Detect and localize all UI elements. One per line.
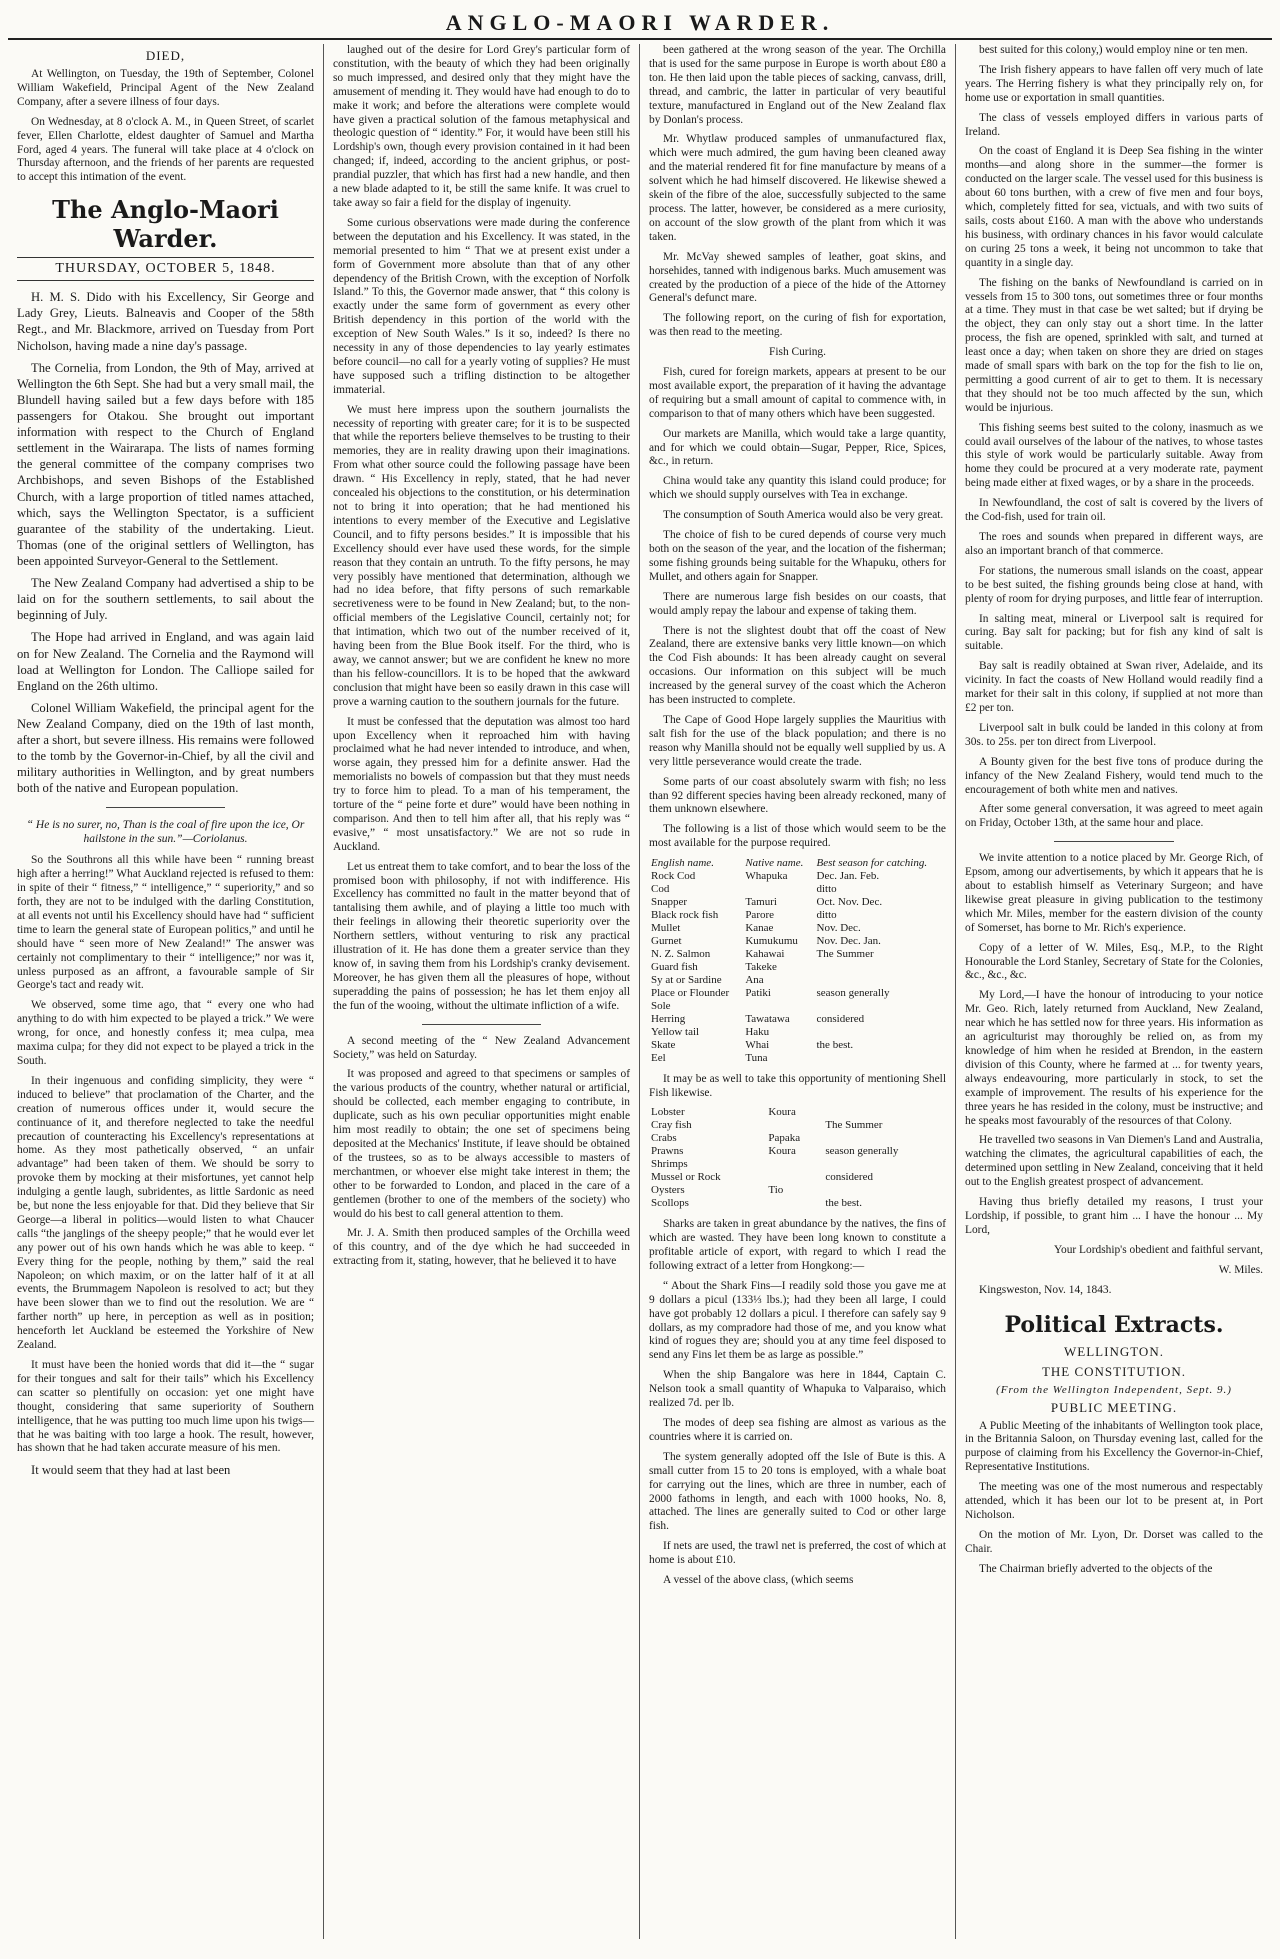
wellington-heading: WELLINGTON. [1064, 1343, 1164, 1359]
article-paragraph: There is not the slightest doubt that off the coast of New Zealand, there are extensive banks very little known—on which the Cod Fish abounds: It has been already caught on several occasions. Our information on this subject will be much increased by the general survey of the coast which the Acheron has been instructed to complete. [649, 624, 946, 707]
editorial [17, 854, 314, 1456]
table-cell: Koura [768, 1106, 796, 1119]
article-paragraph: A Public Meeting of the inhabitants of Wellington took place, in the Britannia Saloon, on Thursday evening last, called for the purpose of claiming from his Excellency the Governor-in-Chief, Representative Institutions. [965, 1419, 1263, 1474]
article-paragraph: The following is a list of those which would seem to be the most available for the purpose required. [649, 823, 946, 850]
article-paragraph: The system generally adopted off the Isle of Bute is this. A small cutter from 15 to 20 tons is employed, with a whale boat for carrying out the lines, which are three in number, each of 2000 fathoms in length, and each with 1000 hooks, No. 8, attached. The lines are generally suited to Cod or other large fish. [649, 1450, 946, 1533]
table-row [649, 948, 946, 961]
table-cell: Guard fish [651, 960, 698, 973]
table-row [649, 1000, 946, 1013]
table-cell: Cod [651, 883, 670, 896]
article-paragraph: The Hope had arrived in England, and was again laid on for New Zealand. The Cornelia and the Raymond will load at Wellington for London. The Calliope sailed for England on the 26th ultimo. [17, 630, 314, 693]
column-header: English name. [651, 857, 714, 870]
article-paragraph: Mr. Whytlaw produced samples of unmanufactured flax, which were much admired, the gum having been cleaned away and the material rendered fit for fine manufacture by means of a solvent which he had himself discovered. He likewise shewed a skein of the fibre of the aloe, successfully subjected to the same process. The latter, however, be considered as a mere curiosity, on account of the slow growth of the plant from which it was taken. [649, 133, 946, 243]
signature-name: W. Miles. [1218, 1263, 1263, 1276]
table-row [649, 935, 946, 948]
table-row [649, 1184, 946, 1197]
source-note: (From the Wellington Independent, Sept. 9.) [996, 1383, 1232, 1396]
political-extracts-heading: Political Extracts. [1004, 1311, 1224, 1338]
table-cell: Gurnet [651, 934, 682, 947]
article-paragraph: The roes and sounds when prepared in different ways, are also an important branch of that commerce. [965, 531, 1263, 557]
died-notice: On Wednesday, at 8 o'clock A. M., in Queen Street, of scarlet fever, Ellen Charlotte, eldest daughter of Samuel and Martha Ford, aged 4 years. The funeral will take place at 4 o'clock on Thursday afternoon, and the friends of her parents are requested to accept this intimation of the event. [17, 115, 314, 184]
table-cell: Tio [768, 1184, 784, 1197]
article-paragraph: It was proposed and agreed to that specimens or samples of the various products of the country, whether natural or artificial, should be collected, each member engaging to contribute, in duplicate, such as his own peculiar opportunities might enable him most readily to obtain; the one set of specimens being deposited at the Mechanics' Institute, if leave should be obtained of the trustees, so as to be always accessible to masters of merchantmen, or whoever else might take interest in them; the other to be forwarded to London, and placed in the care of a gentlemen (brother to one of the members of the society) who would do his best to call general attention to them. [333, 1068, 630, 1220]
table-row [649, 1039, 946, 1052]
table-cell [815, 1052, 947, 1065]
table-row [649, 1171, 946, 1184]
table-cell: Black rock fish [651, 909, 719, 921]
table-cell [766, 1171, 823, 1184]
article-paragraph: laughed out of the desire for Lord Grey's particular form of constitution, with the beauty of which they had been originally so much impressed, and desired only that they might have the amusement of mending it. They would have had enough to do to make it work; and before the alterations were complete would have given a practical solution of the famous metaphysical and theologic question of “ identity.” For, it would have been still his Lordship's own, though every provision contained in it had been changed; if, indeed, according to the ancient griphus, or post-prandial puzzler, that which has first had a new handle, and then a new blade adapted to it, be still the same knife. It was cruel to take away so fair a field for the display of ingenuity. [333, 44, 630, 209]
issue-date: THURSDAY, OCTOBER 5, 1848. [17, 257, 314, 281]
table-cell: Place or Flounder [651, 986, 730, 999]
table-cell: Parore [745, 909, 775, 921]
article-paragraph: A second meeting of the “ New Zealand Advancement Society,” was held on Saturday. [333, 1034, 630, 1061]
divider [422, 1024, 541, 1025]
masthead [8, 8, 1272, 40]
article-paragraph: Our markets are Manilla, which would take a large quantity, and for which we could obtain—Sugar, Pepper, Rice, Spices, &c., in return. [649, 427, 946, 468]
table-cell: Snapper [651, 896, 688, 909]
article-paragraph: The meeting was one of the most numerous and respectably attended, which it has been our lot to be present at, in Port Nicholson. [965, 1481, 1263, 1521]
table-cell: Rock Cod [651, 870, 696, 883]
table-row [649, 1119, 946, 1132]
table-cell: Cray fish [651, 1119, 692, 1132]
table-cell [766, 1119, 823, 1132]
table-cell: ditto [816, 909, 837, 921]
table-cell: Nov. Dec. [816, 921, 861, 934]
columns [8, 44, 1272, 1939]
table-cell: Lobster [651, 1106, 685, 1119]
article-paragraph: He travelled two seasons in Van Diemen's Land and Australia, watching the climates, the agricultural capabilities of each, the determined upon settling in New Zealand, conceiving that it held out to the English greatest prospect of advancement. [965, 1134, 1263, 1189]
table-cell: Kumukumu [745, 934, 798, 947]
column-header: Best season for catching. [816, 857, 928, 870]
public-meeting-heading: PUBLIC MEETING. [1050, 1399, 1178, 1415]
table-cell: Dec. Jan. Feb. [816, 870, 880, 883]
table-cell: Oct. Nov. Dec. [816, 896, 883, 909]
article-paragraph: So the Southrons all this while have been “ running breast high after a herring!” What Auckland rejected is refused to them: in spite of their “ fitness,” “ intelligence,” “ superiority,” and so forth, they are not to be indulged with the darling Constitution, at all events not until his Excellency should have had “ sufficient time to learn the general state of European politics,” and until he should have “ seen more of New Zealand!” The answer was certainly not complimentary to their “ intelligence;” nor was it, unless purposed as an affront, a favourable sample of Sir George's tact and ready wit. [17, 854, 314, 992]
table-cell: Prawns [651, 1145, 684, 1158]
table-cell: Whai [745, 1038, 770, 1051]
newspaper-flag: The Anglo-Maori Warder. [52, 195, 279, 254]
article-paragraph: best suited for this colony,) would employ nine or ten men. [979, 44, 1248, 56]
table-cell: Crabs [651, 1132, 677, 1145]
article-paragraph: Bay salt is readily obtained at Swan river, Adelaide, and its vicinity. In fact the coasts of New Holland would readily find a market for their salt in this colony, if supplied at not more than £2 per ton. [965, 660, 1263, 714]
article-paragraph: The New Zealand Company had advertised a ship to be laid on for the southern settlements, to sail about the beginning of July. [17, 576, 314, 623]
table-row [649, 1026, 946, 1039]
article-paragraph: On the motion of Mr. Lyon, Dr. Dorset was called to the Chair. [965, 1528, 1263, 1555]
table-cell: Papaka [768, 1132, 801, 1145]
article-paragraph: In their ingenuous and confiding simplicity, they were “ induced to believe” that proclamation of the Charter, and the creation of numerous offices under it, would secure the continuance of it, and therefore neglected to take the needful precaution of counteracting his Excellency's representations at home. As they most pathetically observed, “ an unfair advantage” had been taken of them. We should be sorry to provoke them by mocking at their misfortunes, yet cannot help indulging a gentle laugh, subridentes, as little Sardonic as need be, but none the less enjoyable for that. Did they believe that Sir George—a liberal in politics—would listen to what Chaucer calls “the janglings of the sheepy people;” that he would ever let any power out of his own hands which he was able to keep. “ Every thing for the people, nothing by them,” said the real Napoleon; on which maxim, or on the latter half of it at all events, the Brummagem Napoleon is resolved to act; but they have been slower than we to find out the resolution. We are “ farther north” up here, in perception as well as in position; henceforth let Auckland be esteemed the Yorkshire of New Zealand. [17, 1074, 314, 1352]
article-paragraph: The class of vessels employed differs in various parts of Ireland. [965, 111, 1263, 138]
table-cell: the best. [816, 1038, 854, 1051]
table-cell: Kanae [745, 921, 774, 934]
died-notices [17, 68, 314, 185]
article-paragraph: It must have been the honied words that did it—the “ sugar for their tongues and salt for their tails” which his Excellency can scatter so plentifully on occasion: yet one might have thought, considering that same superiority of Southern intelligence, that he was putting too much lime upon his twigs—that he was baiting with too large a hook. The result, however, has shown that he had taken accurate measure of his men. [17, 1359, 314, 1455]
table-cell [743, 883, 814, 896]
table-row [649, 1145, 946, 1158]
article-paragraph: The following report, on the curing of fish for exportation, was then read to the meeting. [649, 312, 946, 339]
died-notice: At Wellington, on Tuesday, the 19th of September, Colonel William Wakefield, Principal Agent of the New Zealand Company, after a severe illness of four days. [17, 68, 314, 108]
article-paragraph: A Bounty given for the best five tons of produce during the infancy of the New Zealand Fishery, would tend much to the encouragement of both white men and natives. [965, 755, 1263, 796]
table-cell: Sole [651, 999, 671, 1012]
table-cell [815, 974, 947, 987]
table-row [649, 1052, 946, 1065]
table-row [649, 896, 946, 909]
article-paragraph: It would seem that they had at last been [31, 1463, 231, 1478]
table-row [649, 1013, 946, 1026]
article-paragraph: The Cape of Good Hope largely supplies the Mauritius with salt fish for the use of the black population; and there is no reason why Manilla should not be equally well supplied by us. A very little perseverance would create the trade. [649, 713, 946, 768]
article-paragraph: “ About the Shark Fins—I readily sold those you gave me at 9 dollars a picul (133⅓ lbs.); had they been all large, I could have got probably 12 dollars a picul. I therefore can safely say 9 dollars, as my compradore had those of me, and you know what kind of rogues they are; should you at any time feel disposed to send any Fins let them be as large as possible.” [649, 1279, 946, 1362]
article-paragraph: Mr. McVay shewed samples of leather, goat skins, and horsehides, tanned with indigenous barks. Much amusement was created by the production of a piece of the hide of the Attorney General's defunct mare. [649, 250, 946, 305]
table-cell: Yellow tail [651, 1025, 700, 1038]
table-cell: Shrimps [651, 1158, 688, 1171]
article-paragraph: Liverpool salt in bulk could be landed in this colony at from 30s. to 25s. per ton direct from Liverpool. [965, 721, 1263, 748]
table-cell: Mussel or Rock [651, 1171, 721, 1184]
table-cell: Tuna [745, 1051, 768, 1064]
article-paragraph: When the ship Bangalore was here in 1844, Captain C. Nelson took a small quantity of Whapuka to Valparaiso, which realized 7d. per lb. [649, 1369, 946, 1410]
table-cell: The Summer [816, 947, 874, 960]
shellfish-table [649, 1106, 946, 1210]
table-cell [823, 1184, 946, 1197]
table-row [649, 1106, 946, 1119]
letter-dateline: Kingsweston, Nov. 14, 1843. [979, 1283, 1112, 1296]
fish-table-header [649, 857, 946, 870]
table-row [649, 987, 946, 1000]
article-paragraph: The consumption of South America would also be very great. [663, 509, 944, 522]
column-3 [640, 44, 956, 1939]
table-cell: season generally [825, 1145, 899, 1158]
table-cell: Tamuri [745, 896, 777, 909]
table-cell: Koura [768, 1145, 796, 1158]
table-cell: N. Z. Salmon [651, 947, 711, 960]
article-paragraph: The Irish fishery appears to have fallen off very much of late years. The Herring fishery is what they principally rely on, for home use or exportation in small quantities. [965, 63, 1263, 104]
table-row [649, 909, 946, 922]
constitution-heading: THE CONSTITUTION. [1041, 1363, 1187, 1379]
column-header: Native name. [745, 857, 804, 870]
table-row [649, 961, 946, 974]
column-4 [956, 44, 1272, 1939]
article-paragraph: There are numerous large fish besides on our coasts, that would amply repay the labour and expense of taking them. [649, 590, 946, 617]
table-cell: Patiki [745, 986, 771, 999]
table-cell [743, 1000, 814, 1013]
table-cell: Sy at or Sardine [651, 973, 722, 986]
article-paragraph: It must be confessed that the deputation was almost too hard upon Excellency when it reproached him with having proclaimed what he had never intended to introduce, and when, worse again, they pressed him for a definite answer. Had the memorialists no bowels of compassion but that they must needs try to force him to plead. To a man of his temperament, the torture of the “ peine forte et dure” would have been nothing in comparison. And then to tell him after all, that his reply was “ evasive,” “ most unsatisfactory.” We are not so rude in Auckland. [333, 715, 630, 853]
table-cell: Skate [651, 1038, 676, 1051]
article-paragraph: The fishing on the banks of Newfoundland is carried on in vessels from 15 to 300 tons, out sometimes three or four months at a time. They must in that case be wet salted; but if drying be the object, they can only stay out a short time. In the latter process, the fish are opened, sprinkled with salt, and turned at least once a day; when taken on shore they are dried on stages made of small spars with bark on the top for the fish to lie on, permitting a good current of air to get to them. It is necessary that they should not be too much affected by the sun, which would be injurious. [965, 276, 1263, 414]
article-paragraph: Sharks are taken in great abundance by the natives, the fins of which are wasted. They have been long known to constitute a profitable article of export, with regard to which I read the following extract of a letter from Hongkong:— [649, 1218, 946, 1272]
article-paragraph: Some parts of our coast absolutely swarm with fish; no less than 92 different species having been already reckoned, many of them unknown elsewhere. [649, 775, 946, 816]
article-paragraph: Having thus briefly detailed my reasons, I trust your Lordship, if possible, to grant him ... I have the honour ... My Lord, [965, 1196, 1263, 1236]
table-row [649, 922, 946, 935]
table-cell: Haku [745, 1025, 770, 1038]
article-paragraph: Colonel William Wakefield, the principal agent for the New Zealand Company, died on the 19th of last month, after a short, but severe illness. His remains were followed to the tomb by the Governor-in-Chief, by all the civil and military authorities in Wellington, and by great numbers both of the native and European population. [17, 700, 314, 796]
fish-curing-heading: Fish Curing. [769, 346, 826, 359]
table-cell [823, 1106, 946, 1119]
died-heading: DIED, [145, 48, 186, 63]
article-paragraph: After some general conversation, it was agreed to meet again on Friday, October 13th, at the same hour and place. [965, 803, 1263, 830]
signature-line: Your Lordship's obedient and faithful servant, [1053, 1243, 1263, 1256]
table-cell [815, 1026, 947, 1039]
article-paragraph: My Lord,—I have the honour of introducing to your notice Mr. Geo. Rich, lately returned from Auckland, New Zealand, near which he has settled now for three years. His information as an agriculturist may thoroughly be relied on, as from my knowledge of him when he resided at Brendon, in the eastern division of this County, where he farmed at ... for twenty years, always endeavouring, more particularly in stock, to set the example of improvement. The results of his experience for the three years he has resided in the colony, must be instructive; and he speaks most favourably of the resources of that Colony. [965, 989, 1263, 1127]
article-paragraph: The Chairman briefly adverted to the objects of the [979, 1562, 1213, 1575]
article-paragraph: On the coast of England it is Deep Sea fishing in the winter months—and along shore in the summer—the former is conducted on the larger scale. The vessel used for this business is about 60 tons burthen, with a crew of five men and four boys, which, completely fitted for sea, victuals, and with two suits of sails, costs about £160. A man with the above who understands his business, with ordinary chances in his favor would calculate on curing 25 tons a week, it being not uncommon to take that quantity in a single day. [965, 145, 1263, 269]
table-cell: Ana [745, 973, 764, 986]
table-cell: season generally [816, 986, 890, 999]
column-1 [8, 44, 324, 1939]
article-paragraph: been gathered at the wrong season of the year. The Orchilla that is used for the same purpose in Europe is worth about £80 a ton. He then laid upon the table pieces of sacking, canvass, drill, thread, and cambric, the latter in particular of very beautiful texture, manufactured in England out of the New Zealand flax by Donlan's process. [649, 44, 946, 126]
table-cell [823, 1132, 946, 1145]
table-cell: Mullet [651, 921, 681, 934]
table-cell: Oysters [651, 1184, 685, 1197]
table-row [649, 1132, 946, 1145]
divider [1054, 841, 1173, 842]
article-paragraph: H. M. S. Dido with his Excellency, Sir George and Lady Grey, Lieuts. Balneavis and Cooper of the 58th Regt., and Mr. Blackmore, arrived on Tuesday from Port Nicholson, having made a nine day's passage. [17, 290, 314, 353]
article-paragraph: Let us entreat them to take comfort, and to bear the loss of the promised boon with philosophy, if not with indifference. His Excellency has committed no fault in the matter beyond that of tantalising them awhile, and of playing a little too much with their feelings in allowing their theoretic superiority over the Northern settlers, without venturing to risk any practical illustration of it. He has done them a greater service than they know of, in saving them from his Lordship's cranky devisement. Moreover, he has given them all the pleasures of hope, without superadding the pains of possession; he has let them enjoy all the fun of the wooing, without the ultimate infliction of a wife. [333, 860, 630, 1012]
article-paragraph: In salting meat, mineral or Liverpool salt is required for curing. Bay salt for packing; but for fish any kind of salt is suitable. [965, 612, 1263, 653]
table-cell: Kahawai [745, 947, 785, 960]
table-cell: ditto [816, 883, 837, 896]
table-cell: considered [825, 1171, 873, 1184]
table-row [649, 883, 946, 896]
article-paragraph: A vessel of the above class, (which seems [663, 1574, 854, 1587]
article-paragraph: The Cornelia, from London, the 9th of May, arrived at Wellington the 6th Sept. She had but a very small mail, the Blundell having sailed but a few days before with 185 passengers for Otakou. She brought out important information with respect to the Church of England settlement in the Wairarapa. The lists of names forming the general committee of the company comprises two Archbishops, and seven Bishops of the Established Church, with a large proportion of titled names attached, which, says the Wellington Spectator, is a sufficient guarantee of the stability of the undertaking. Lieut. Thomas (one of the original settlers of Wellington, has been appointed Surveyor-General to the Settlement. [17, 360, 314, 568]
article-paragraph: The choice of fish to be cured depends of course very much both on the season of the year, and the location of the fisherman; some fishing grounds being suitable for the Whapuku, others for Mullet, and others again for Snapper. [649, 529, 946, 583]
table-cell: Takeke [745, 960, 777, 973]
table-cell [815, 961, 947, 974]
table-cell [823, 1158, 946, 1171]
article-paragraph: If nets are used, the trawl net is preferred, the cost of which at home is about £10. [649, 1540, 946, 1567]
table-cell: The Summer [825, 1119, 883, 1132]
article-paragraph: We observed, some time ago, that “ every one who had anything to do with him expected to be played a trick.” We were wrong, for once, and honestly confess it; mea culpa, mea maxima culpa; for they did not expect to be played a trick in the South. [17, 999, 314, 1067]
table-cell: Eel [651, 1051, 666, 1064]
table-row [649, 974, 946, 987]
table-cell: Tawatawa [745, 1012, 790, 1025]
letter-heading: Copy of a letter of W. Miles, Esq., M.P., to the Right Honourable the Lord Stanley, Secretary of State for the Colonies, &c., &c., &c. [965, 941, 1263, 982]
table-cell [766, 1158, 823, 1171]
article-paragraph: For stations, the numerous small islands on the coast, appear to be best suited, the fishing grounds being close at hand, with plenty of room for drying purposes, and little fear of interruption. [965, 564, 1263, 605]
divider [106, 807, 225, 808]
fish-table [649, 857, 946, 1065]
article-paragraph: Mr. J. A. Smith then produced samples of the Orchilla weed of this country, and of the dye which he had succeeded in extracting from it, stating, however, that he believed it to have [333, 1227, 630, 1268]
table-cell: Scollops [651, 1197, 689, 1210]
column-2 [324, 44, 640, 1939]
table-row [649, 1158, 946, 1171]
article-paragraph: The modes of deep sea fishing are almost as various as the countries where it is carried on. [649, 1416, 946, 1443]
table-row [649, 870, 946, 883]
article-paragraph: We invite attention to a notice placed by Mr. George Rich, of Epsom, among our advertisements, by which it appears that he is about to establish himself as Veterinary Surgeon; and have likewise great pleasure in giving publication to the testimony which Mr. Miles, member for the eastern division of the county of Somerset, has borne to Mr. Rich's experience. [965, 852, 1263, 934]
article-paragraph: It may be as well to take this opportunity of mentioning Shell Fish likewise. [649, 1072, 946, 1099]
table-cell: the best. [825, 1197, 862, 1210]
newspaper-page [8, 8, 1272, 1943]
table-row [649, 1197, 946, 1210]
article-paragraph: This fishing seems best suited to the colony, inasmuch as we could avail ourselves of the labour of the natives, to whose tastes this style of work would be particularly suitable. Away from home they could be procured at a very moderate rate, payment being made either at fixed wages, or by a share in the proceeds. [965, 421, 1263, 490]
article-paragraph: Some curious observations were made during the conference between the deputation and his Excellency. It was stated, in the memorial presented to him “ That we at present exist under a form of Government more absolute than that of any other dependency of the British Crown, with the exception of Norfolk Island.” To this, the Governor made answer, that “ this colony is exactly under the same form of government as every other British dependency in this portion of the world with the exception of New South Wales.” Is it so, indeed? Is there no necessity in any of those dependencies to lay yearly estimates before council—no call for a yearly voting of supplies? He must have supposed such a trifling distinction to be altogether immaterial. [333, 216, 630, 396]
article-paragraph: In Newfoundland, the cost of salt is covered by the livers of the Cod-fish, used for train oil. [965, 497, 1263, 524]
masthead-title: ANGLO-MAORI WARDER. [445, 10, 835, 35]
table-cell: Herring [651, 1012, 686, 1025]
article-paragraph: China would take any quantity this island could produce; for which we should supply ourselves with Tea in exchange. [649, 475, 946, 502]
table-cell [815, 1000, 947, 1013]
epigraph: “ He is no surer, no, Than is the coal of fire upon the ice, Or hailstone in the sun.”—Coriolanus. [26, 818, 305, 845]
table-cell [766, 1197, 823, 1210]
table-cell: Whapuka [745, 870, 788, 883]
article-paragraph: Fish, cured for foreign markets, appears at present to be our most available export, the preparation of it having the advantage of requiring but a small amount of capital to commence with, in comparison to that of many others which have been suggested. [649, 366, 946, 420]
table-cell: Nov. Dec. Jan. [816, 934, 881, 947]
table-cell: considered [816, 1012, 865, 1025]
article-paragraph: We must here impress upon the southern journalists the necessity of reporting with greater care; for it is to be suspected that while the reporters believe themselves to be trusting to their memories, they are in reality drawing upon their imaginations. From what other source could the following passage have been drawn. “ His Excellency in reply, stated, that he had never concealed his objections to the constitution, or his determination not to bring it into operation; that he had mentioned his intentions to every member of the Executive and Legislative Council, and to fifty persons besides.” It is impossible that his Excellency should ever have used these words, for the simple reason that they contain an untruth. To the fifty persons, he may very possibly have mentioned that determination, although we had no idea before, that fifty persons of such remarkable secretiveness were to be found in New Zealand; but, to the non-official members of the Legislative Council, certainly not; for that intimation, which two out of the number received of it, having been from the Blue Book itself. For the third, who is away, we cannot answer; but we are confident he knew no more than his fellow-councillors. It is to be hoped that the awkward conclusion that might have been so easily drawn in this case will prove a warning caution to the southern journals for the future. [333, 403, 630, 708]
